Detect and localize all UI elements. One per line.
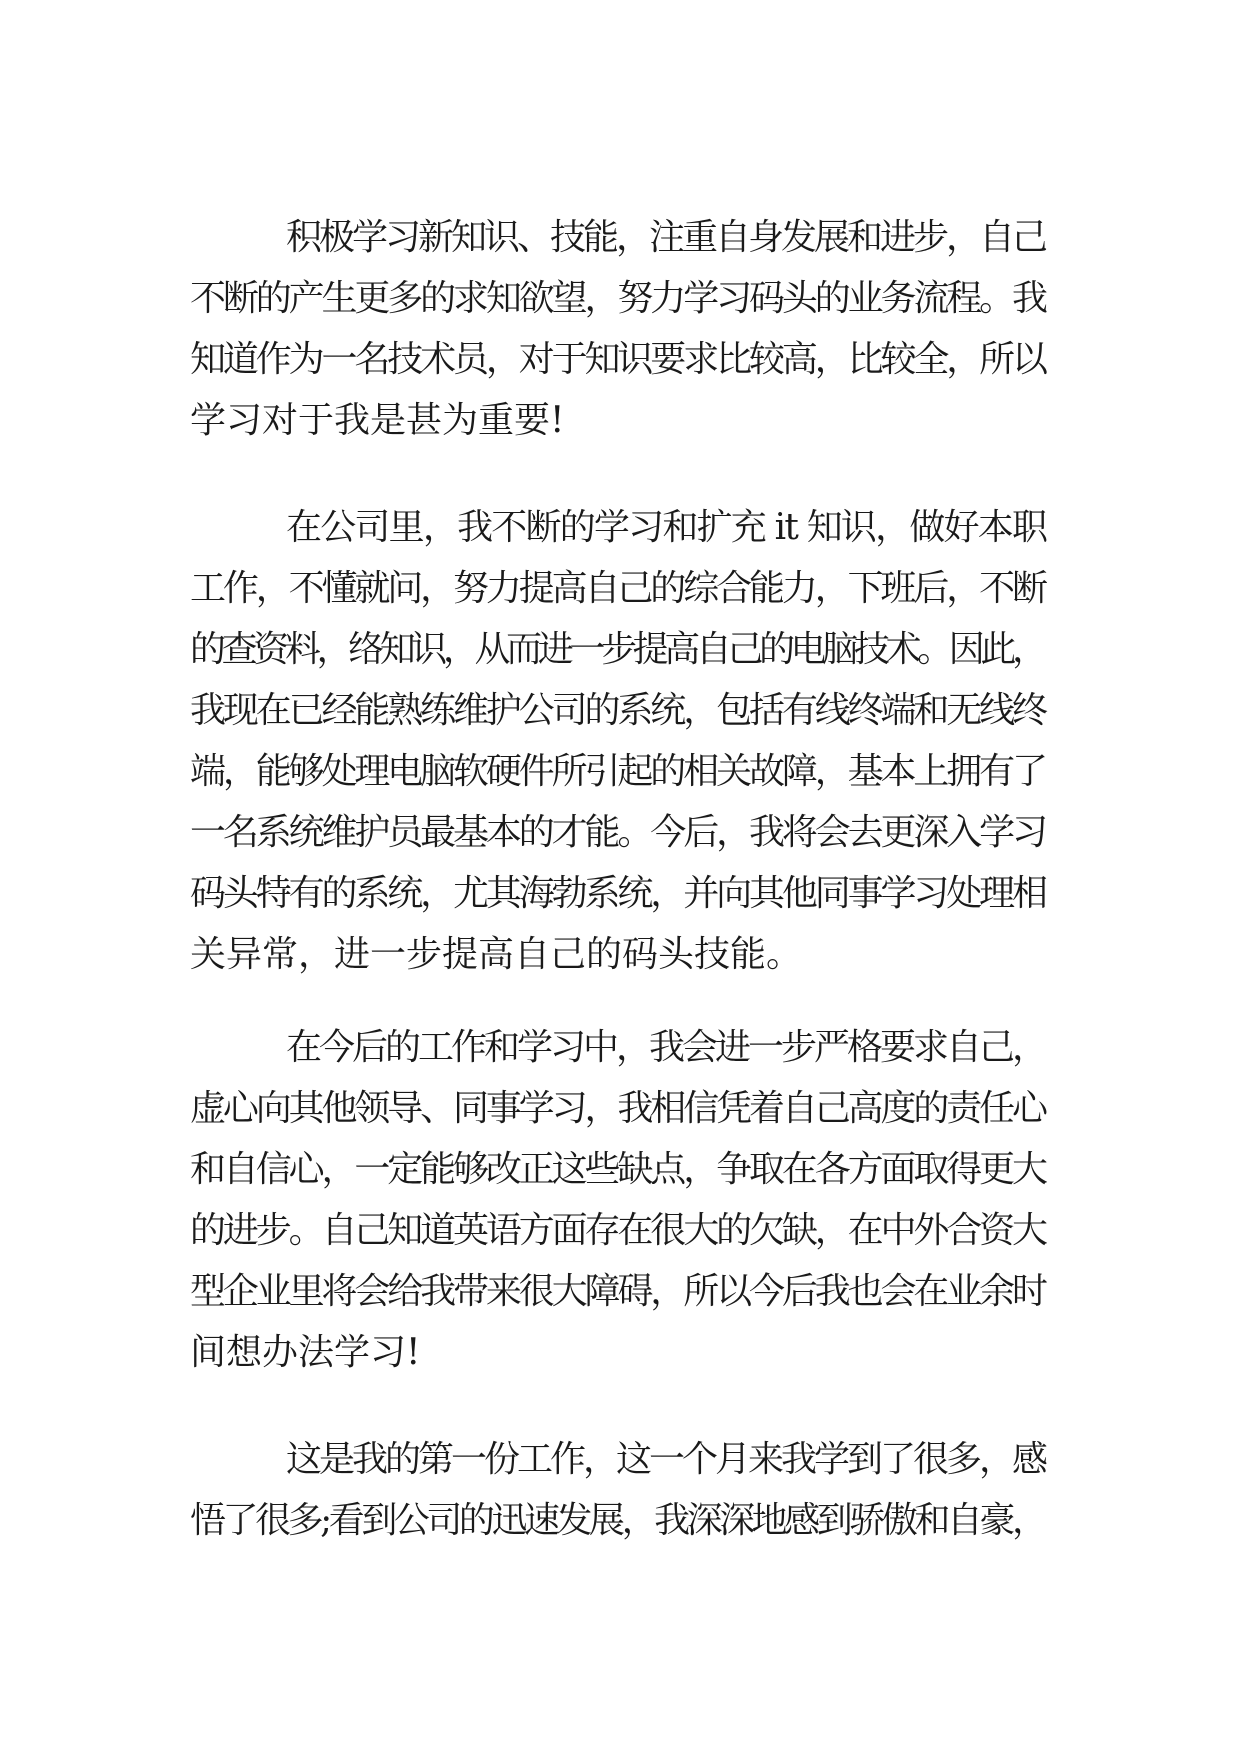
paragraph-line: 我现在已经能熟练维护公司的系统，包括有线终端和无线终: [190, 690, 1045, 731]
paragraph-line: 和自信心，一定能够改正这些缺点，争取在各方面取得更大: [190, 1149, 1045, 1190]
paragraph-line: 一名系统维护员最基本的才能。今后，我将会去更深入学习: [190, 812, 1045, 853]
paragraph-line: 在公司里，我不断的学习和扩充 it 知识，做好本职: [286, 507, 1047, 548]
paragraph-line: 在今后的工作和学习中，我会进一步严格要求自己，: [286, 1027, 1045, 1068]
paragraph-line: 工作，不懂就问，努力提高自己的综合能力，下班后，不断: [190, 568, 1045, 609]
paragraph-line: 码头特有的系统，尤其海勃系统，并向其他同事学习处理相: [190, 873, 1045, 914]
paragraph-line: 虚心向其他领导、同事学习，我相信凭着自己高度的责任心: [190, 1088, 1045, 1129]
paragraph-line: 型企业里将会给我带来很大障碍，所以今后我也会在业余时: [190, 1271, 1045, 1312]
paragraph-line: 这是我的第一份工作，这一个月来我学到了很多，感: [286, 1439, 1045, 1480]
paragraph-line: 积极学习新知识、技能，注重自身发展和进步，自己: [286, 217, 1045, 258]
paragraph-line: 端，能够处理电脑软硬件所引起的相关故障，基本上拥有了: [190, 751, 1045, 792]
paragraph-line: 知道作为一名技术员，对于知识要求比较高，比较全，所以: [190, 339, 1045, 380]
paragraph-line: 关异常，进一步提高自己的码头技能。: [190, 934, 803, 975]
paragraph-line: 悟了很多;看到公司的迅速发展，我深深地感到骄傲和自豪，: [190, 1500, 1045, 1541]
paragraph-line: 学习对于我是甚为重要!: [190, 400, 565, 441]
paragraph-line: 不断的产生更多的求知欲望，努力学习码头的业务流程。我: [190, 278, 1045, 319]
paragraph-line: 的查资料，络知识，从而进一步提高自己的电脑技术。因此，: [190, 629, 1044, 670]
paragraph-line: 间想办法学习!: [190, 1332, 421, 1373]
paragraph-line: 的进步。自己知道英语方面存在很大的欠缺，在中外合资大: [190, 1210, 1045, 1251]
